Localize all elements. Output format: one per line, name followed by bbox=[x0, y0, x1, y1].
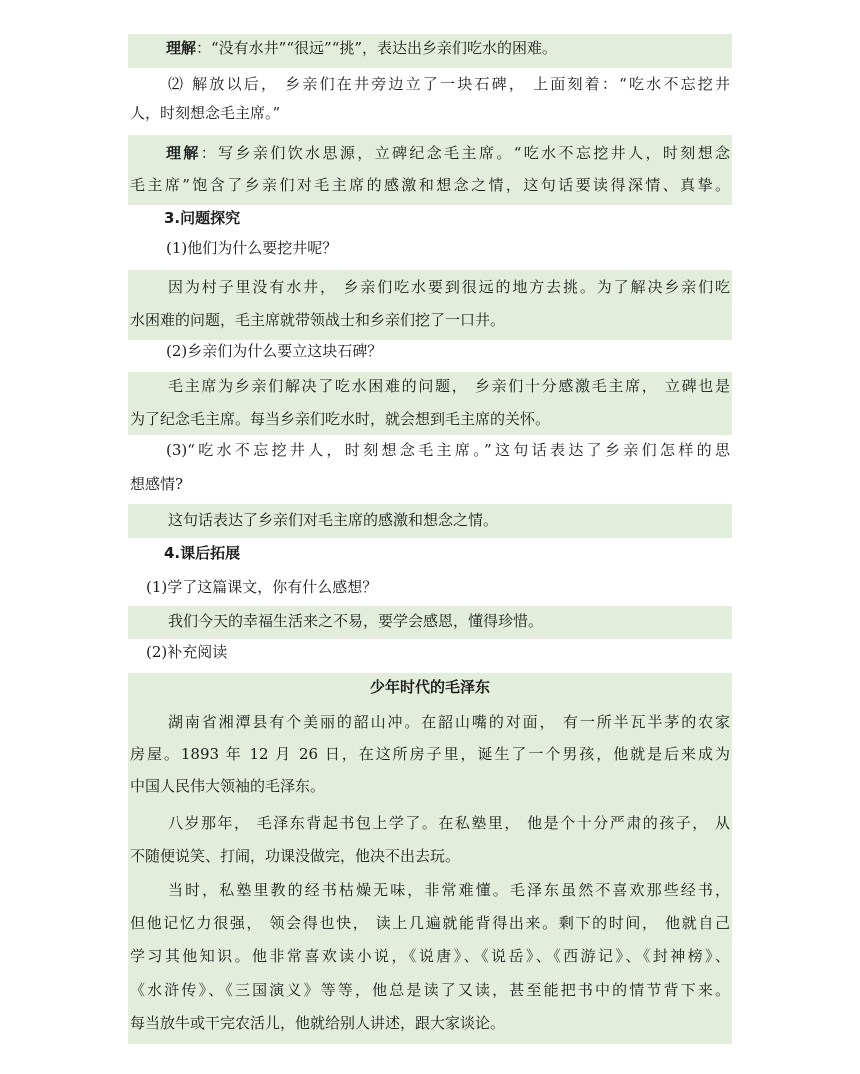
understanding-label-2: 理解 bbox=[166, 144, 201, 162]
reading-p1-line1: 湖南省湘潭县有个美丽的韶山冲。在韶山嘴的对面， 有一所半瓦半茅的农家 bbox=[168, 713, 730, 731]
reading-p3-line1: 当时，私塾里教的经书枯燥无味，非常难懂。毛泽东虽然不喜欢那些经书， bbox=[168, 881, 730, 899]
reading-p2-line1: 八岁那年， 毛泽东背起书包上学了。在私塾里， 他是个十分严肃的孩子， 从 bbox=[168, 814, 730, 832]
understanding-label: 理解 bbox=[166, 39, 197, 57]
section4-heading: 4.课后拓展 bbox=[164, 544, 241, 562]
item2-line1: ⑵ 解放以后， 乡亲们在井旁边立了一块石碑， 上面刻着：“吃水不忘挖井 bbox=[168, 75, 730, 93]
section4-q1: (1)学了这篇课文，你有什么感想？ bbox=[146, 578, 378, 596]
reading-title: 少年时代的毛泽东 bbox=[369, 678, 490, 696]
section4-q2: (2)补充阅读 bbox=[146, 643, 228, 661]
reading-p3-line2: 但他记忆力很强， 领会得也快， 读上几遍就能背得出来。剩下的时间， 他就自己 bbox=[130, 914, 730, 932]
understanding-line-2a bbox=[166, 143, 730, 163]
reading-p1-line2: 房屋。1893 年 12 月 26 日，在这所房子里，诞生了一个男孩，他就是后来成为 bbox=[130, 745, 730, 763]
answer2-line2: 为了纪念毛主席。每当乡亲们吃水时，就会想到毛主席的关怀。 bbox=[130, 410, 551, 428]
reading-p1-line3: 中国人民伟大领袖的毛泽东。 bbox=[130, 777, 326, 795]
section3-q1: (1)他们为什么要挖井呢？ bbox=[166, 239, 338, 257]
reading-p2-line2: 不随便说笑、打闹，功课没做完，他决不出去玩。 bbox=[130, 847, 461, 865]
answer3: 这句话表达了乡亲们对毛主席的感激和想念之情。 bbox=[168, 511, 499, 529]
section3-q3-line1: (3)“吃水不忘挖井人，时刻想念毛主席。”这句话表达了乡亲们怎样的思 bbox=[166, 441, 730, 459]
answer1-line1: 因为村子里没有水井， 乡亲们吃水要到很远的地方去挑。为了解决乡亲们吃 bbox=[168, 278, 730, 296]
section3-heading: 3.问题探究 bbox=[164, 209, 241, 227]
answer2-line1: 毛主席为乡亲们解决了吃水困难的问题， 乡亲们十分感激毛主席， 立碑也是 bbox=[168, 377, 730, 395]
understanding-text-2b: 毛主席”饱含了乡亲们对毛主席的感激和想念之情，这句话要读得深情、真挚。 bbox=[130, 176, 730, 194]
reading-p3-line5: 每当放牛或干完农活儿，他就给别人讲述，跟大家谈论。 bbox=[130, 1014, 506, 1032]
section3-q2: (2)乡亲们为什么要立这块石碑？ bbox=[166, 342, 383, 360]
understanding-text: ：“没有水井”“很远”“挑”，表达出乡亲们吃水的困难。 bbox=[196, 39, 558, 57]
section4-a1: 我们今天的幸福生活来之不易，要学会感恩，懂得珍惜。 bbox=[168, 612, 544, 630]
section3-q3-line2: 想感情? bbox=[130, 475, 184, 493]
reading-p3-line3: 学习其他知识。他非常喜欢读小说，《说唐》、《说岳》、《西游记》、《封神榜》、 bbox=[130, 947, 730, 965]
reading-p3-line4: 《水浒传》、《三国演义》等等，他总是读了又读，甚至能把书中的情节背下来。 bbox=[130, 981, 730, 999]
answer1-line2: 水困难的问题，毛主席就带领战士和乡亲们挖了一口井。 bbox=[130, 311, 506, 329]
understanding-text-2a: ：写乡亲们饮水思源，立碑纪念毛主席。“吃水不忘挖井人，时刻想念 bbox=[200, 144, 730, 162]
understanding-line-1 bbox=[166, 38, 557, 58]
item2-line2: 人，时刻想念毛主席。” bbox=[130, 104, 281, 122]
